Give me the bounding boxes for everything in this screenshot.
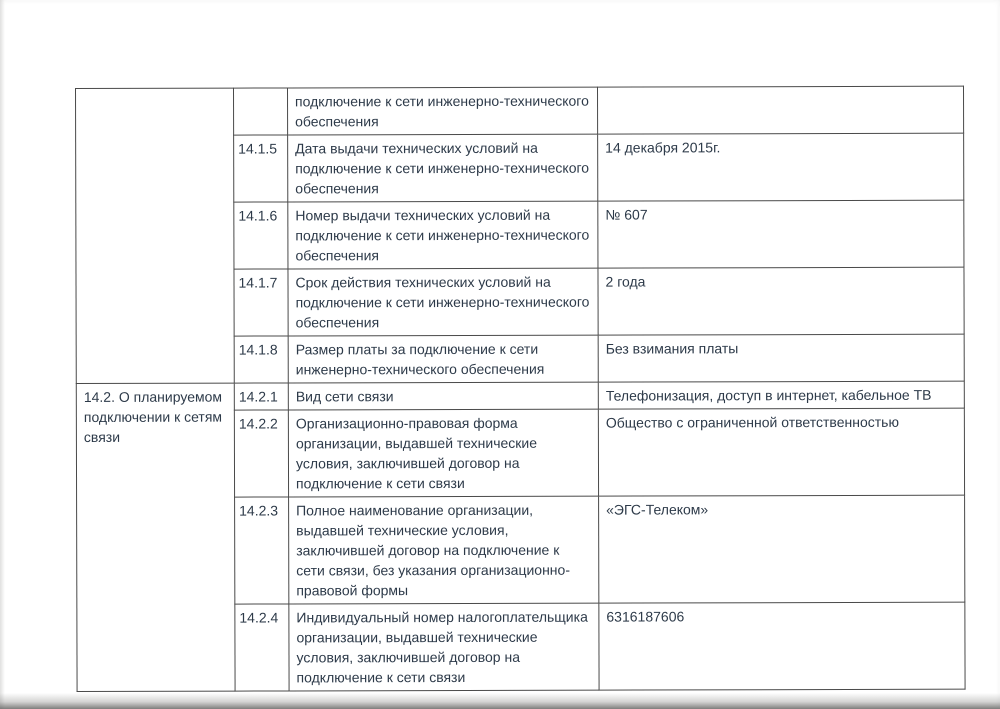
cell-num: 14.2.3 [235, 497, 289, 604]
cell-num: 14.2.4 [235, 604, 289, 691]
section-cell-14-2: 14.2. О планируемом подключении к сетям связи [76, 383, 235, 691]
cell-value: «ЭГС-Телеком» [599, 495, 965, 603]
cell-description: Размер платы за подключение к сети инженерно-технического обеспечения [288, 335, 598, 383]
cell-num: 14.2.2 [234, 410, 288, 497]
cell-value: Без взимания платы [598, 334, 964, 382]
cell-num: 14.1.5 [234, 135, 288, 202]
cell-description: Вид сети связи [288, 382, 598, 410]
cell-num: 14.2.1 [234, 383, 288, 410]
cell-value: 2 года [598, 267, 964, 335]
table-row [76, 381, 964, 410]
cell-value: № 607 [598, 200, 964, 268]
section-cell-14-1 [76, 88, 235, 383]
cell-value: Общество с ограниченной ответственностью [598, 408, 964, 496]
scan-shadow-bottom [0, 693, 1000, 709]
cell-description: Дата выдачи технических условий на подключение к сети инженерно-технического обеспечения [288, 134, 598, 202]
cell-value: 14 декабря 2015г. [598, 133, 964, 201]
scan-shadow-left [0, 0, 5, 709]
cell-description: подключение к сети инженерно-технического обеспечения [288, 87, 598, 135]
cell-num: 14.1.6 [234, 202, 288, 269]
cell-value: Телефонизация, доступ в интернет, кабельное ТВ [598, 381, 964, 409]
cell-description: Номер выдачи технических условий на подключение к сети инженерно-технического обеспечения [288, 201, 598, 269]
cell-description: Полное наименование организации, выдавшей технические условия, заключившей договор на подключение к сети связи, без указания организационно-правовой формы [289, 496, 599, 604]
cell-description: Срок действия технических условий на подключение к сети инженерно-технического обеспечения [288, 268, 598, 336]
cell-num [234, 88, 288, 135]
declaration-table [75, 86, 966, 692]
cell-description: Индивидуальный номер налогоплательщика организации, выдавшей технические условия, заключившей договор на подключение к сети связи [289, 603, 599, 691]
table-row [76, 86, 964, 135]
cell-num: 14.1.8 [234, 336, 288, 383]
cell-description: Организационно-правовая форма организации, выдавшей технические условия, заключившей договор на подключение к сети связи [288, 409, 598, 497]
cell-value [597, 86, 963, 134]
cell-num: 14.1.7 [234, 269, 288, 336]
cell-value: 6316187606 [599, 602, 965, 690]
